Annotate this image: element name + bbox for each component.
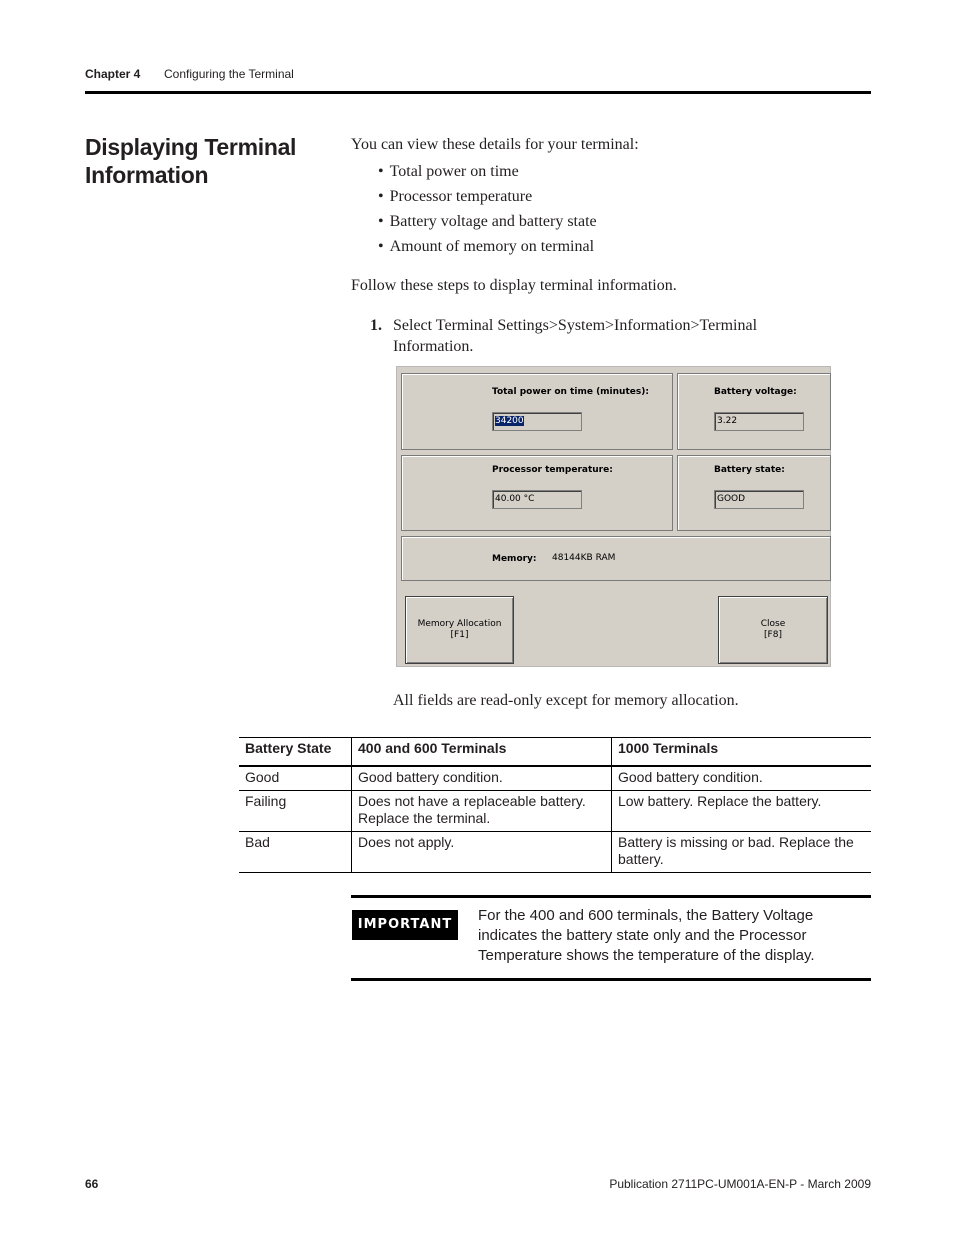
battery-state-label: Battery state: xyxy=(714,465,785,475)
processor-temperature-value: 40.00 °C xyxy=(495,494,535,504)
table-cell: Good battery condition. xyxy=(612,766,872,791)
table-row xyxy=(239,791,871,832)
intro-text: You can view these details for your terminal: xyxy=(351,136,639,153)
processor-temperature-group xyxy=(401,455,673,531)
detail-list xyxy=(378,159,597,259)
chapter-label: Chapter 4 xyxy=(85,67,141,81)
memory-group xyxy=(401,536,831,581)
important-badge: IMPORTANT xyxy=(352,910,458,940)
follow-text: Follow these steps to display terminal information. xyxy=(351,277,677,294)
battery-state-group xyxy=(677,455,831,531)
list-item: • Total power on time xyxy=(378,159,597,184)
column-header: 400 and 600 Terminals xyxy=(352,738,612,767)
power-on-value: 34200 xyxy=(495,416,524,426)
important-note xyxy=(351,895,871,981)
section-title: Displaying Terminal Information xyxy=(85,134,297,188)
close-button-label: Close xyxy=(760,619,786,629)
memory-allocation-button[interactable] xyxy=(405,596,514,664)
memory-value: 48144KB RAM xyxy=(552,553,616,563)
important-text: For the 400 and 600 terminals, the Battery Voltage indicates the battery state only and the Processor Temperature shows the temperature of the display. xyxy=(478,907,815,964)
table-cell: Does not have a replaceable battery. Replace the terminal. xyxy=(352,791,612,832)
terminal-information-dialog xyxy=(396,366,831,667)
table-row xyxy=(239,766,871,791)
page-header xyxy=(85,67,871,94)
battery-voltage-value: 3.22 xyxy=(717,416,738,426)
step-number: 1. xyxy=(370,317,382,334)
processor-temperature-label: Processor temperature: xyxy=(492,465,613,475)
memory-label: Memory: xyxy=(492,554,537,564)
close-button[interactable] xyxy=(718,596,828,664)
publication-info: Publication 2711PC-UM001A-EN-P - March 2009 xyxy=(609,1177,871,1191)
table-cell: Good xyxy=(239,766,352,791)
table-cell: Battery is missing or bad. Replace the battery. xyxy=(612,832,872,873)
table-cell: Bad xyxy=(239,832,352,873)
list-item: • Battery voltage and battery state xyxy=(378,209,597,234)
read-only-note: All fields are read-only except for memory allocation. xyxy=(393,692,739,709)
memory-allocation-button-key: [F1] xyxy=(450,630,469,640)
battery-voltage-field[interactable] xyxy=(714,412,804,431)
list-item: • Processor temperature xyxy=(378,184,597,209)
list-item: • Amount of memory on terminal xyxy=(378,234,597,259)
table-cell: Low battery. Replace the battery. xyxy=(612,791,872,832)
battery-voltage-label: Battery voltage: xyxy=(714,387,797,397)
column-header: 1000 Terminals xyxy=(612,738,872,767)
battery-state-value: GOOD xyxy=(717,494,746,504)
step-text: Select Terminal Settings>System>Information>Terminal Information. xyxy=(393,317,758,355)
chapter-title: Configuring the Terminal xyxy=(164,67,294,81)
battery-state-field[interactable] xyxy=(714,490,804,509)
table-row xyxy=(239,832,871,873)
table-header-row xyxy=(239,738,871,767)
processor-temperature-field[interactable] xyxy=(492,490,582,509)
battery-state-table xyxy=(239,737,871,873)
column-header: Battery State xyxy=(239,738,352,767)
power-on-field[interactable] xyxy=(492,412,582,431)
close-button-key: [F8] xyxy=(764,630,782,640)
power-on-group xyxy=(401,373,673,450)
memory-allocation-button-label: Memory Allocation xyxy=(417,619,502,629)
table-cell: Good battery condition. xyxy=(352,766,612,791)
table-cell: Does not apply. xyxy=(352,832,612,873)
power-on-label: Total power on time (minutes): xyxy=(492,387,649,397)
table-cell: Failing xyxy=(239,791,352,832)
battery-voltage-group xyxy=(677,373,831,450)
page-number: 66 xyxy=(85,1177,99,1191)
